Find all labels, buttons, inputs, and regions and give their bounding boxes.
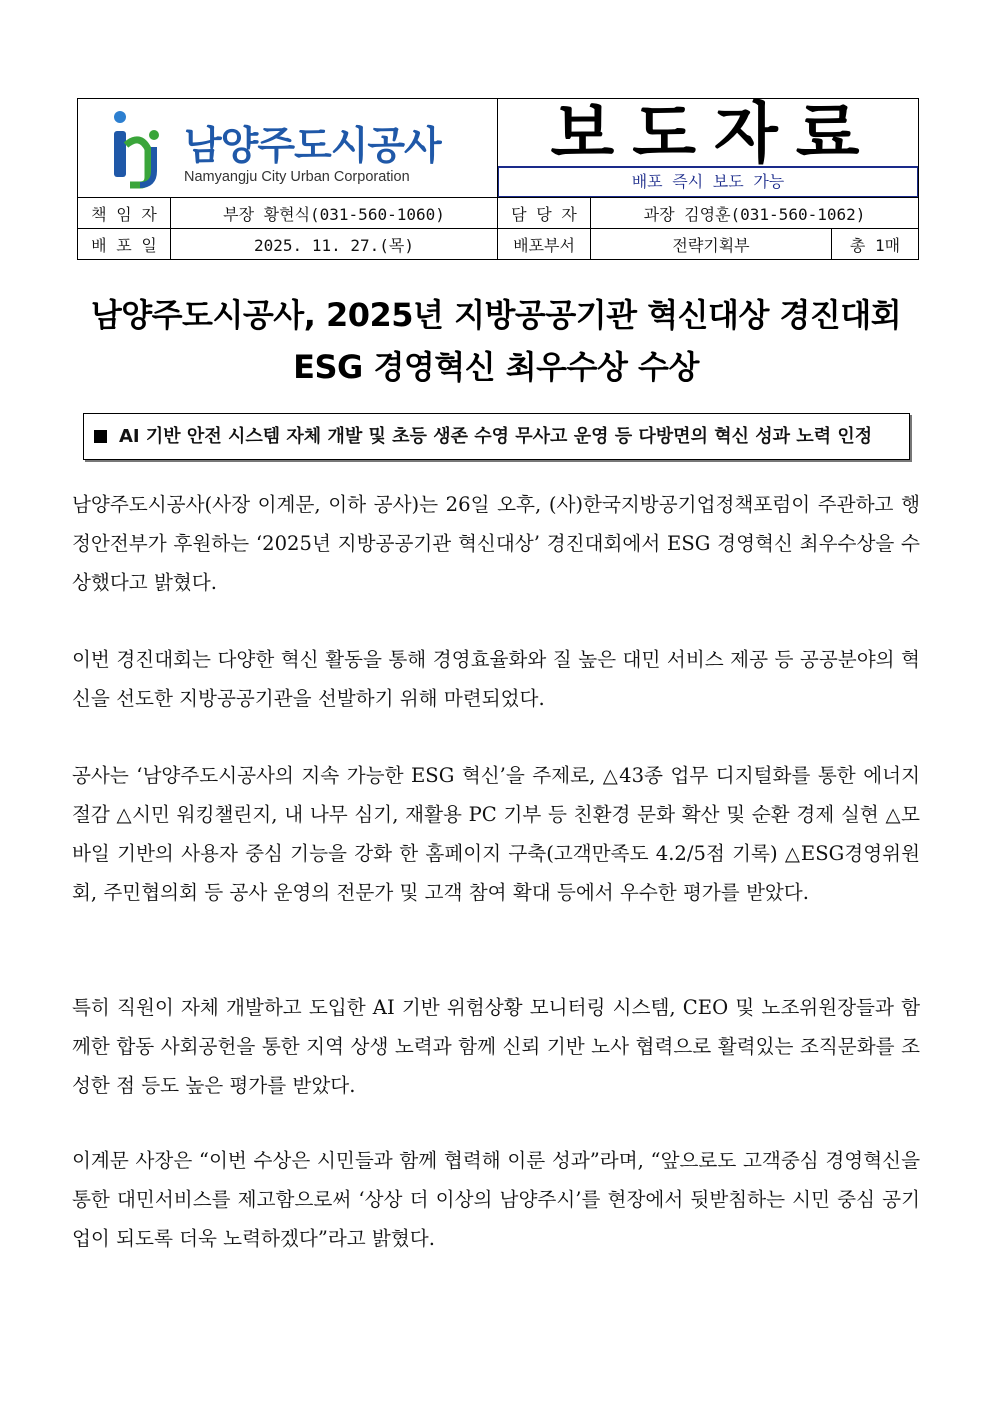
body-paragraph-3: 공사는 ‘남양주도시공사의 지속 가능한 ESG 혁신’을 주제로, △43종 업무 디지털화를 통한 에너지 절감 △시민 워킹챌린지, 내 나무 심기, 재활용 PC 기부 등 친환경 문화 확산 및 순환 경제 실현 △모바일 기반의 사용자 중심 기능을 강화 한 홈페이지 구축(고객만족도 4.2/5점 기록) △ESG경영위원회, 주민협의회 등 공사 운영의 전문가 및 고객 참여 확대 등에서 우수한 평가를 받았다. xyxy=(72,764,920,904)
logo-english-name: Namyangju City Urban Corporation xyxy=(184,169,410,185)
press-release-title: 보도자료 xyxy=(550,95,878,172)
company-logo xyxy=(106,109,466,191)
headline-line-2: ESG 경영혁신 최우수상 수상 xyxy=(293,348,699,386)
body-paragraph-2: 이번 경진대회는 다양한 혁신 활동을 통해 경영효율화와 질 높은 대민 서비스 제공 등 공공분야의 혁신을 선도한 지방공공기관을 선발하기 위해 마련되었다. xyxy=(72,648,920,710)
release-date-value: 2025. 11. 27.(목) xyxy=(171,229,498,260)
summary-text: AI 기반 안전 시스템 자체 개발 및 초등 생존 수영 무사고 운영 등 다방면의 혁신 성과 노력 인정 xyxy=(119,426,873,447)
contact-label: 담 당 자 xyxy=(498,198,591,229)
headline-line-1: 남양주도시공사, 2025년 지방공공기관 혁신대상 경진대회 xyxy=(90,296,902,334)
body-paragraph-5: 이계문 사장은 “이번 수상은 시민들과 함께 협력해 이룬 성과”라며, “앞으로도 고객중심 경영혁신을 통한 대민서비스를 제고함으로써 ‘상상 더 이상의 남양주시’를 현장에서 뒷받침하는 시민 중심 공기업이 되도록 더욱 노력하겠다”라고 밝혔다. xyxy=(72,1149,920,1250)
logo-cell xyxy=(78,99,498,198)
logo-korean-name: 남양주도시공사 xyxy=(184,124,441,169)
logo-mark-icon xyxy=(106,109,168,191)
black-square-bullet-icon xyxy=(94,430,107,443)
press-header-table xyxy=(77,95,918,260)
body-paragraph-4: 특히 직원이 자체 개발하고 도입한 AI 기반 위험상황 모니터링 시스템, CEO 및 노조위원장들과 함께한 합동 사회공헌을 통한 지역 상생 노력과 함께 신뢰 기반 노사 협력으로 활력있는 조직문화를 조성한 점 등도 높은 평가를 받았다. xyxy=(72,996,920,1097)
responsible-value: 부장 황현식(031-560-1060) xyxy=(171,198,498,229)
department-label: 배포부서 xyxy=(498,229,591,260)
body-paragraph-1: 남양주도시공사(사장 이계문, 이하 공사)는 26일 오후, (사)한국지방공기업정책포럼이 주관하고 행정안전부가 후원하는 ‘2025년 지방공공기관 혁신대상’ 경진대회에서 ESG 경영혁신 최우수상을 수상했다고 밝혔다. xyxy=(72,493,920,594)
department-value: 전략기획부 xyxy=(591,229,832,260)
summary-box xyxy=(83,413,910,460)
release-date-label: 배 포 일 xyxy=(78,229,171,260)
page-count: 총 1매 xyxy=(832,229,919,260)
responsible-label: 책 임 자 xyxy=(78,198,171,229)
contact-value: 과장 김영훈(031-560-1062) xyxy=(591,198,919,229)
release-note: 배포 즉시 보도 가능 xyxy=(497,166,919,198)
press-release-cell xyxy=(498,95,919,198)
